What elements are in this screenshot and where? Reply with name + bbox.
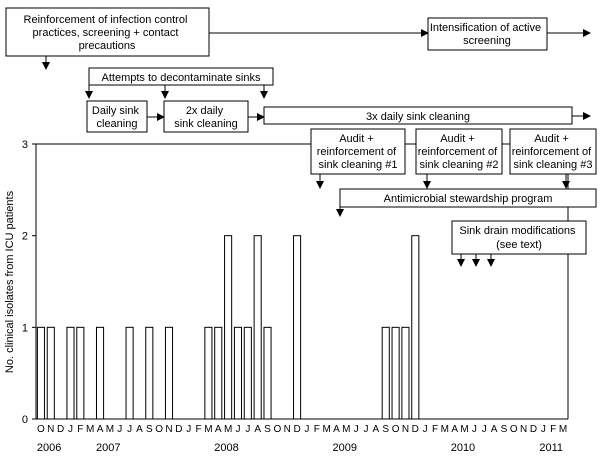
x-tick-label: J [235,424,241,435]
x-tick-label: F [550,424,557,435]
reinforcement-line-1: Reinforcement of infection control [23,14,188,26]
x-tick-label: M [204,424,213,435]
x-tick-label: D [529,424,538,435]
x-tick-label: A [96,424,104,435]
audit-1-line-1: Audit + [339,133,374,145]
stewardship-label: Antimicrobial stewardship program [383,193,553,205]
x-tick-label: A [490,424,498,435]
bar [402,327,409,419]
x-tick-label: J [540,424,546,435]
year-label: 2007 [96,442,121,454]
y-axis-label: No. clinical isolates from ICU patients [4,190,16,374]
x-tick-label: S [500,424,508,435]
bar [294,236,301,419]
bar [165,327,172,419]
x-tick-label: M [440,424,450,435]
daily-cleaning-line-1: Daily sink [91,105,140,117]
bar [146,327,153,419]
x-tick-label: A [451,424,459,435]
year-label: 2011 [539,442,564,454]
x-tick-label: N [47,424,55,435]
bar [67,327,74,419]
y-tick-label: 1 [21,322,28,335]
x-tick-label: N [165,424,173,435]
x-tick-label: M [105,424,115,435]
x-tick-label: J [67,424,73,435]
y-tick-label: 2 [21,230,28,243]
x-tick-label: F [313,424,320,435]
audit-1-line-3: sink cleaning #1 [318,159,398,171]
bar [126,327,133,419]
x-tick-label: J [422,424,428,435]
x-tick-label: S [145,424,153,435]
x-tick-label: N [520,424,528,435]
x-tick-label: A [333,424,340,435]
x-tick-label: J [245,424,251,435]
x-tick-label: J [117,424,123,435]
audit-3-line-2: reinforcement of [511,146,592,158]
annotation-layer [6,8,596,266]
x-tick-label: D [293,424,301,435]
x-tick-label: D [175,424,183,435]
x-tick-label: A [254,424,262,435]
x-tick-label: M [322,424,331,435]
audit-3-line-1: Audit + [534,133,569,145]
x-tick-label: F [431,424,439,435]
x-tick-label: J [127,424,133,435]
bar [47,327,54,419]
x-tick-label: A [372,424,380,435]
x-tick-label: N [401,424,410,435]
intensification-line-2: screening [463,35,511,47]
bar [234,327,241,419]
daily-cleaning-label [92,105,142,130]
bars-group [37,236,418,419]
bar [215,327,222,419]
x-tick-label: A [214,424,222,435]
x-tick-label: S [382,424,390,435]
x-tick-label: O [37,424,45,435]
y-ticks [22,139,36,426]
twice-daily-line-2: sink cleaning [174,118,238,130]
bar [392,327,399,419]
bar [225,236,232,419]
audit-1-line-2: reinforcement of [316,146,397,158]
x-tick-label: O [509,424,518,435]
x-tick-label: J [471,424,477,435]
audit-2-line-1: Audit + [440,133,475,145]
twice-daily-line-1: 2x daily [185,105,224,117]
x-tick-label: M [460,424,469,435]
daily-cleaning-line-2: cleaning [96,118,138,130]
y-tick-label: 3 [21,139,28,151]
x-tick-label: D [411,424,419,435]
x-tick-label: O [155,424,164,435]
x-tick-label: O [391,424,400,435]
x-tick-label: J [304,424,310,435]
x-tick-label: N [283,424,291,435]
thrice-daily-label: 3x daily sink cleaning [366,111,470,123]
audit-3-line-3: sink cleaning #3 [513,159,593,171]
chart-axes [36,144,568,419]
bar [96,327,103,419]
reinforcement-line-3: precautions [78,40,136,52]
x-tick-label: J [186,424,192,435]
audit-2-line-2: reinforcement of [417,146,498,158]
sink-drain-line-1: Sink drain modifications [459,225,576,237]
x-tick-label: F [77,424,84,435]
year-labels [37,442,563,454]
bar [77,327,84,419]
x-tick-label: D [57,424,65,435]
bar [412,236,419,419]
intensification-line-1: Intensification of active [429,22,542,34]
sink-drain-line-2: (see text) [496,239,542,251]
decontaminate-label: Attempts to decontaminate sinks [101,72,261,84]
reinforcement-line-2: practices, screening + contact [32,27,179,39]
year-label: 2008 [214,442,239,454]
x-tick-label: S [264,424,271,435]
x-tick-label: J [353,424,359,435]
x-tick-label: M [558,424,568,435]
x-tick-labels [37,424,567,435]
bar [37,327,44,419]
x-tick-label: M [223,424,233,435]
bar [205,327,212,419]
bar [264,327,271,419]
bar [244,327,251,419]
bar [382,327,389,419]
y-tick-label: 0 [21,414,28,426]
x-tick-label: O [273,424,282,435]
year-label: 2010 [450,442,476,454]
year-label: 2009 [332,442,357,454]
audit-2-line-3: sink cleaning #2 [419,159,499,171]
x-tick-label: A [136,424,143,435]
x-tick-label: J [481,424,487,435]
x-tick-label: M [86,424,95,435]
year-label: 2006 [36,442,62,454]
x-tick-label: F [195,424,202,435]
x-tick-label: M [342,424,351,435]
bar [254,236,261,419]
x-tick-label: J [363,424,369,435]
